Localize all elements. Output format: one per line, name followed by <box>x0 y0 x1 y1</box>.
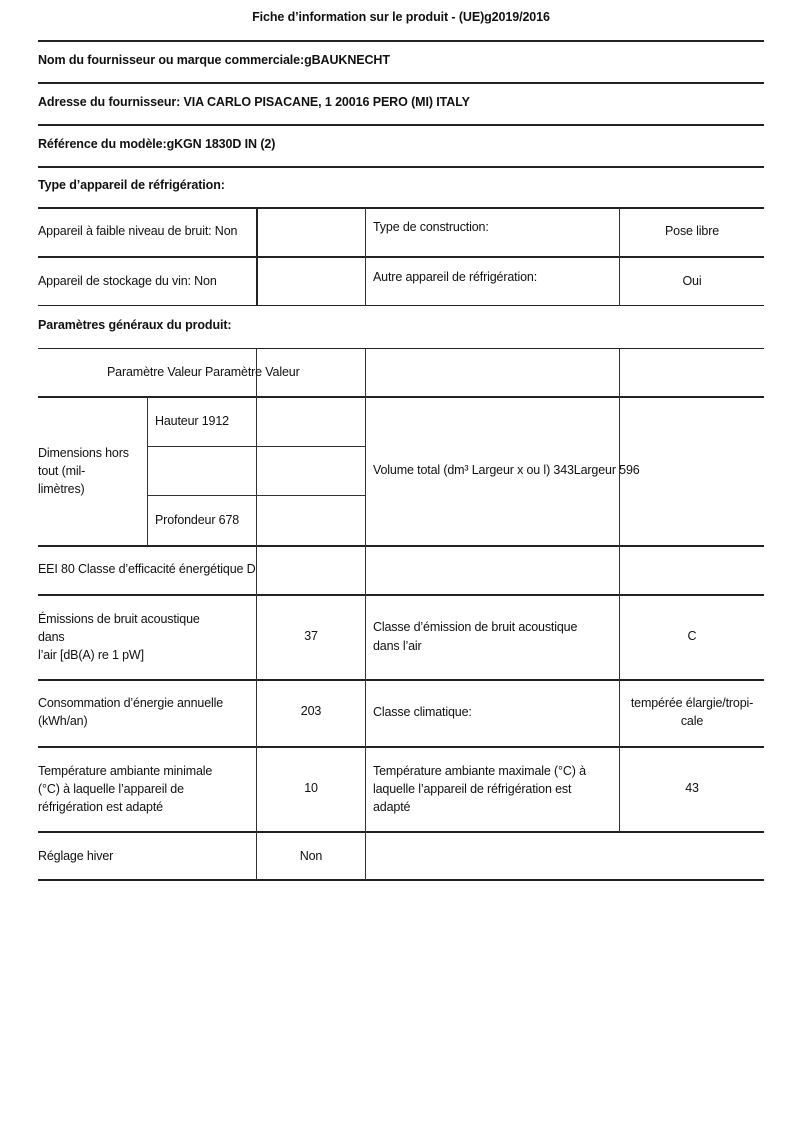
rule-bottom <box>38 879 764 881</box>
energy-consumption-label-1: Consommation d’énergie annuelle <box>38 696 224 710</box>
min-temp-label-2: (°C) à laquelle l’appareil de <box>38 782 184 796</box>
rule-top <box>38 40 764 42</box>
rule-params-top <box>38 348 764 349</box>
vline-params-2 <box>365 349 366 880</box>
other-appliance-value: Oui <box>682 274 702 288</box>
vline-params-1 <box>256 349 257 880</box>
rule-model <box>38 166 764 168</box>
document-title: Fiche d’information sur le produit - (UE)g2019/2016 <box>252 10 550 24</box>
general-params-heading: Paramètres généraux du produit: <box>38 318 232 332</box>
vline-type-1 <box>256 208 258 306</box>
noise-class-value: C <box>687 629 697 643</box>
climate-class-value-1: tempérée élargie/tropi- <box>630 696 754 710</box>
vline-params-3 <box>619 349 620 832</box>
noise-class-label-2: dans l’air <box>373 639 422 653</box>
noise-emission-label-1: Émissions de bruit acoustique <box>38 612 200 626</box>
volume-total: Volume total (dm³ Largeur x ou l) 343Largeur 596 <box>373 463 640 477</box>
vline-type-2 <box>365 208 366 306</box>
supplier-address: Adresse du fournisseur: VIA CARLO PISACANE, 1 20016 PERO (MI) ITALY <box>38 95 470 109</box>
winter-setting-label: Réglage hiver <box>38 849 114 863</box>
eei-energy-class: EEI 80 Classe d’efficacité énergétique D <box>38 562 256 576</box>
energy-consumption-value: 203 <box>300 704 322 718</box>
rule-type-row2 <box>38 305 764 306</box>
rule-supplier <box>38 82 764 84</box>
noise-emission-label-2: dans <box>38 630 65 644</box>
construction-type-label: Type de construction: <box>373 220 489 234</box>
params-header: Paramètre Valeur Paramètre Valeur <box>107 365 300 379</box>
low-noise-label: Appareil à faible niveau de bruit: Non <box>38 224 238 238</box>
min-temp-value: 10 <box>304 781 318 795</box>
dimensions-label-line2: tout (mil- <box>38 464 86 478</box>
dimensions-label-line1: Dimensions hors <box>38 446 129 460</box>
wine-storage-label: Appareil de stockage du vin: Non <box>38 274 217 288</box>
min-temp-label-3: réfrigération est adapté <box>38 800 163 814</box>
max-temp-value: 43 <box>685 781 699 795</box>
supplier-name: Nom du fournisseur ou marque commerciale:gBAUKNECHT <box>38 53 390 67</box>
max-temp-label-1: Température ambiante maximale (°C) à <box>373 764 586 778</box>
vline-dim <box>147 397 148 546</box>
climate-class-label: Classe climatique: <box>373 705 472 719</box>
max-temp-label-3: adapté <box>373 800 411 814</box>
dimensions-label-line3: limètres) <box>38 482 85 496</box>
rule-eei-end <box>38 594 764 596</box>
rule-address <box>38 124 764 126</box>
energy-consumption-label-2: (kWh/an) <box>38 714 88 728</box>
climate-class-value-2: cale <box>680 714 704 728</box>
other-appliance-label: Autre appareil de réfrigération: <box>373 270 538 284</box>
noise-emission-value: 37 <box>304 629 318 643</box>
model-reference: Référence du modèle:gKGN 1830D IN (2) <box>38 137 276 151</box>
max-temp-label-2: laquelle l’appareil de réfrigération est <box>373 782 572 796</box>
rule-noise-end <box>38 679 764 681</box>
noise-class-label-1: Classe d’émission de bruit acoustique <box>373 620 578 634</box>
dimension-height: Hauteur 1912 <box>155 414 229 428</box>
appliance-type-heading: Type d’appareil de réfrigération: <box>38 178 225 192</box>
winter-setting-value: Non <box>299 849 323 863</box>
construction-type-value: Pose libre <box>664 224 720 238</box>
rule-temp-end <box>38 831 764 833</box>
rule-energy-end <box>38 746 764 748</box>
min-temp-label-1: Température ambiante minimale <box>38 764 213 778</box>
dimension-depth: Profondeur 678 <box>155 513 240 527</box>
rule-type-row1 <box>38 256 764 258</box>
noise-emission-label-3: l’air [dB(A) re 1 pW] <box>38 648 144 662</box>
rule-type-table-top <box>38 207 764 209</box>
